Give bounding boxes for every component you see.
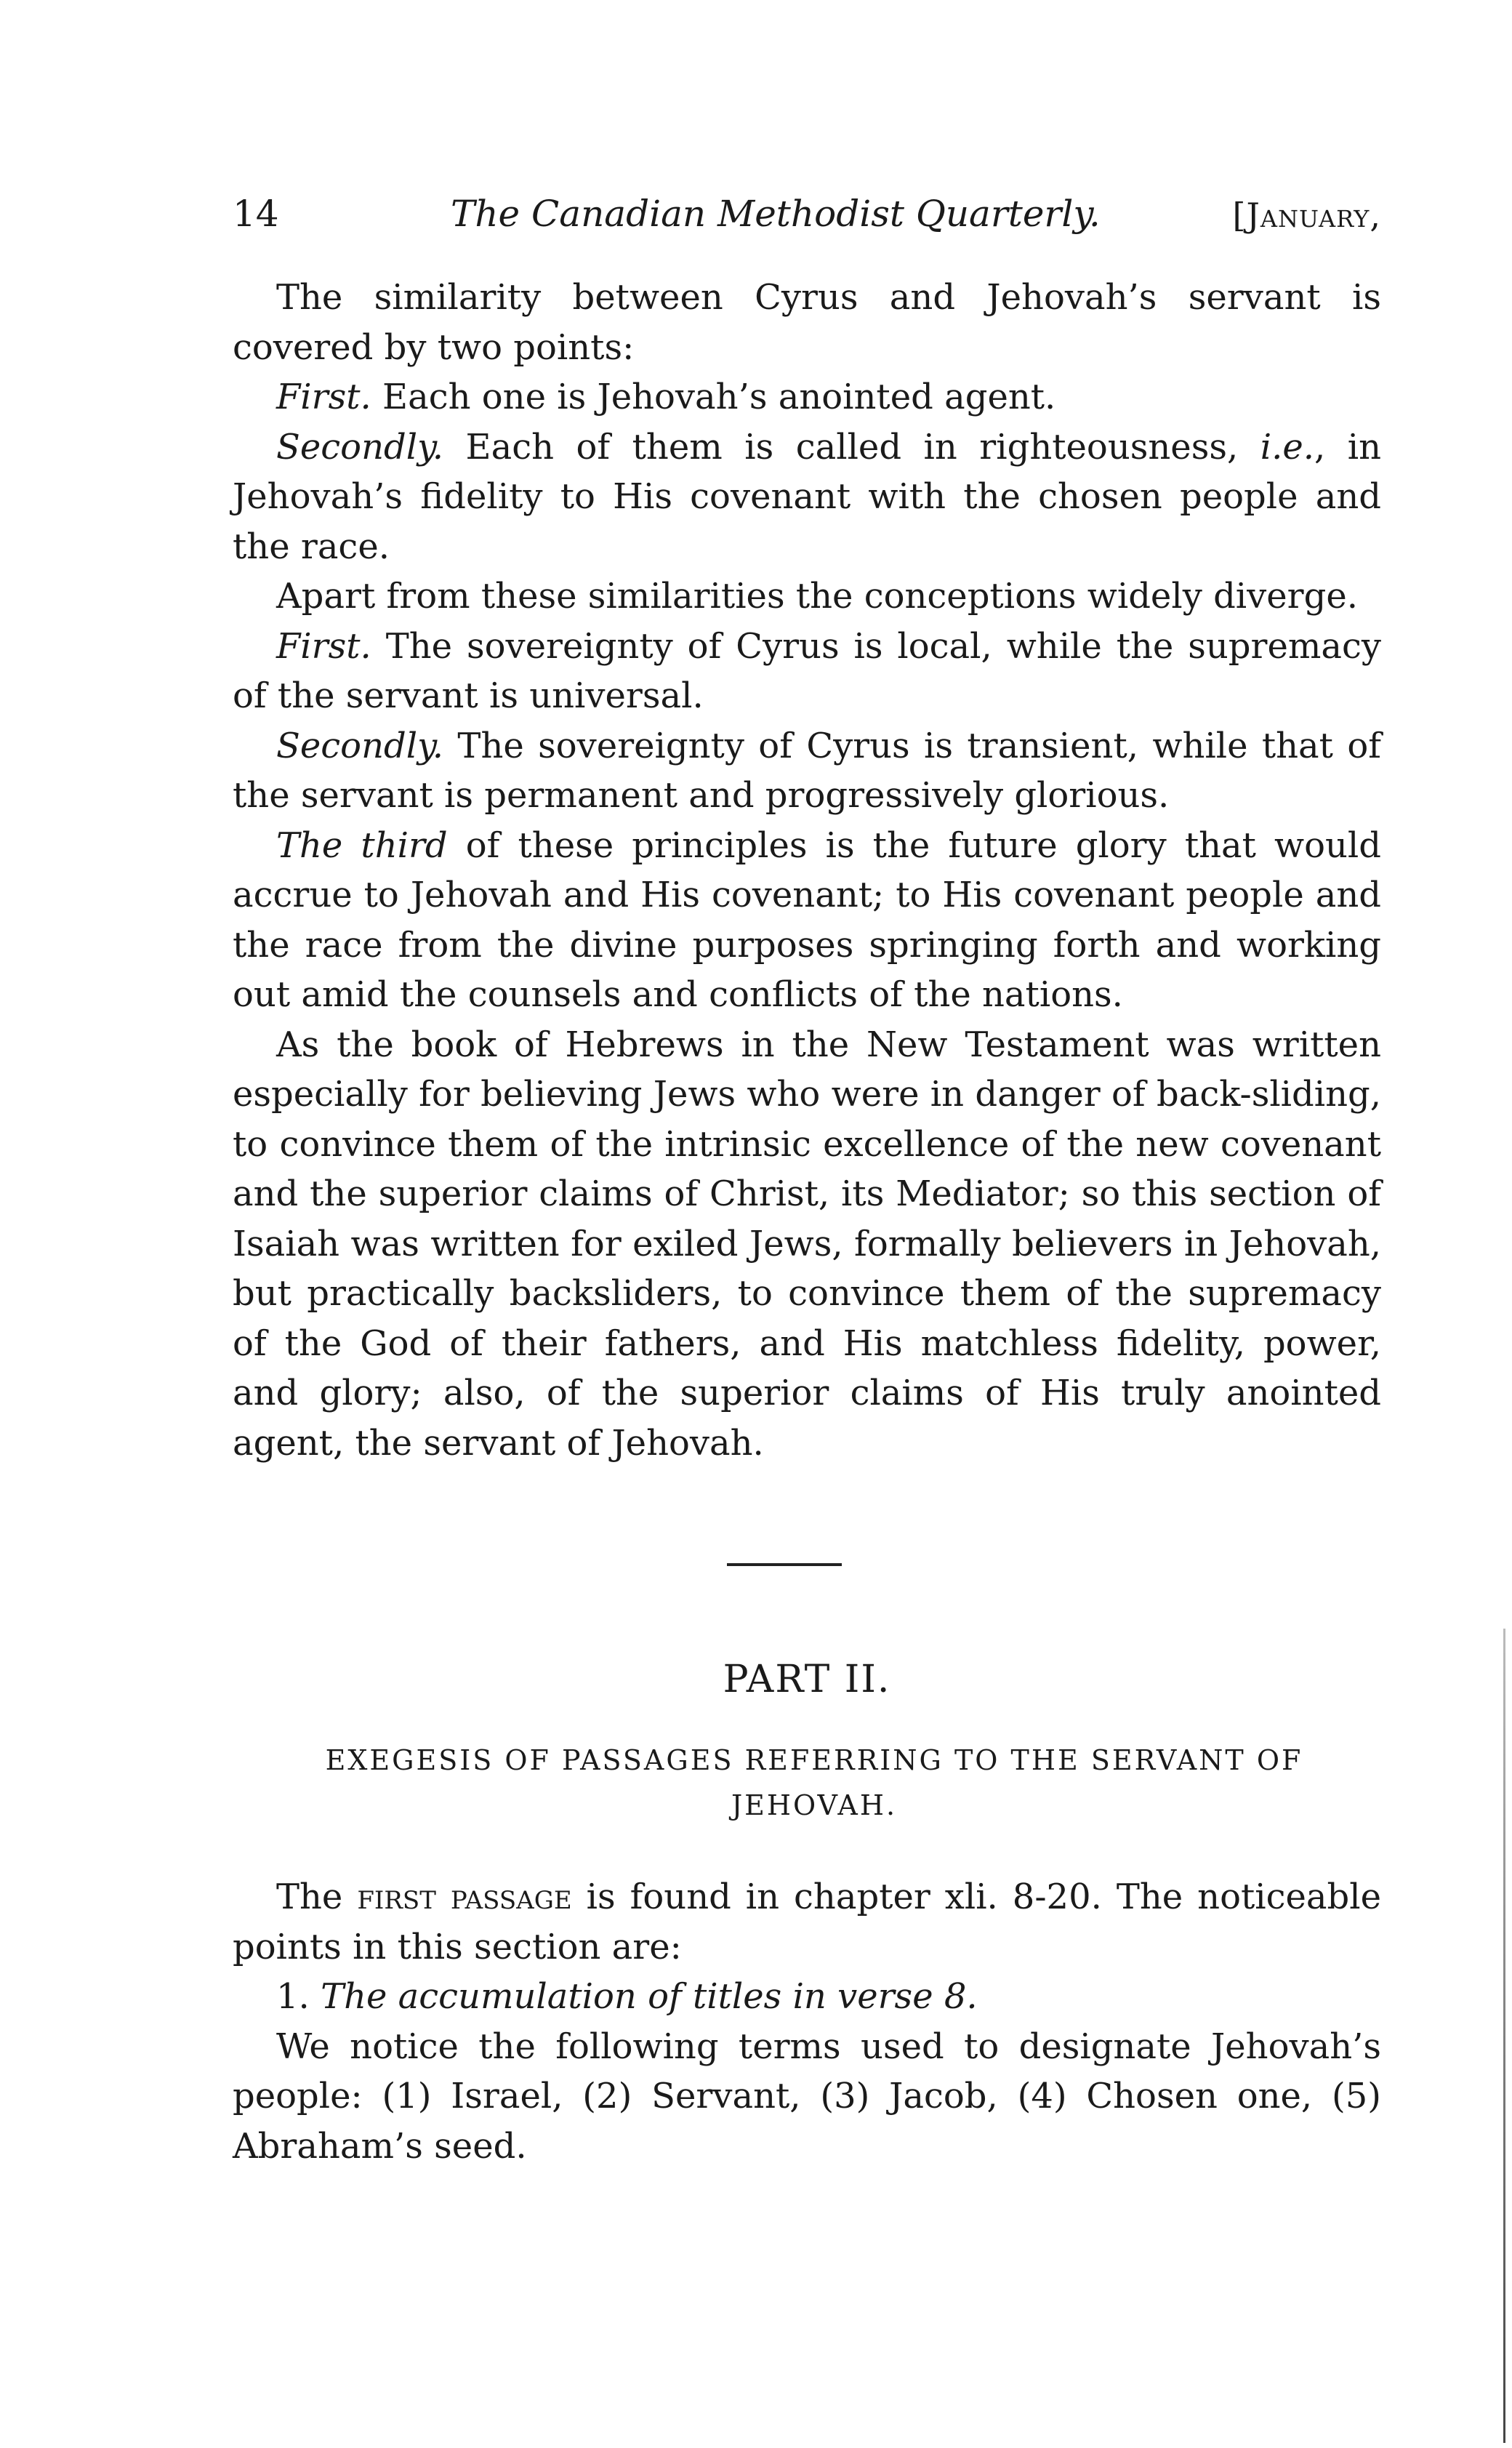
paragraph — [233, 1972, 1381, 2022]
paragraph-smallcaps: first passage — [357, 1877, 572, 1917]
paragraph — [233, 821, 1381, 1020]
body-text-part2 — [233, 1872, 1381, 2171]
paragraph-italic: The accumulation of titles in verse 8. — [321, 1976, 978, 2017]
paragraph-text: The sovereignty of Cyrus is local, while the supremacy of the servant is universal. — [233, 625, 1381, 716]
page-edge-shadow — [1503, 1629, 1505, 2443]
paragraph-lead: Secondly. — [276, 725, 444, 766]
paragraph-lead: Secondly. — [276, 426, 444, 467]
paragraph — [233, 422, 1381, 572]
paragraph-text: Each of them is called in righteousness, — [443, 426, 1260, 467]
body-text-part1 — [233, 273, 1381, 1468]
paragraph-text: The sovereignty of Cyrus is transient, while that of the servant is permanent and progressively glorious. — [233, 725, 1381, 816]
section-divider — [727, 1563, 842, 1566]
issue-month: [January, — [1232, 196, 1381, 235]
paragraph: The similarity between Cyrus and Jehovah’s servant is covered by two points: — [233, 277, 1381, 368]
paragraph-text: is found in chapter xli. 8-20. The noticeable points in this section are: — [233, 1877, 1381, 1967]
page-number: 14 — [233, 193, 279, 235]
section-subheading: EXEGESIS OF PASSAGES REFERRING TO THE SERVANT OF JEHOVAH. — [325, 1744, 1303, 1821]
paragraph-text: Each one is Jehovah’s anointed agent. — [371, 377, 1056, 417]
paragraph-lead: The third — [276, 824, 448, 866]
running-head — [233, 193, 1381, 251]
list-number: 1. — [276, 1976, 321, 2017]
paragraph: We notice the following terms used to designate Jehovah’s people: (1) Israel, (2) Servant, (3) Jacob, (4) Chosen one, (5) Abraham’s seed. — [233, 2026, 1381, 2167]
paragraph-lead: First. — [276, 377, 371, 417]
journal-title: The Canadian Methodist Quarterly. — [451, 193, 1101, 235]
paragraph: As the book of Hebrews in the New Testament was written especially for believing Jews who were in danger of back-sliding, to convince them of the intrinsic excellence of the new covenant and the superior claims of Christ, its Mediator; so this section of Isaiah was written for exiled Jews, formally believers in Jehovah, but practically backsliders, to convince them of the supremacy of the God of their fathers, and His matchless fidelity, power, and glory; also, of the superior claims of His truly anointed agent, the servant of Jehovah. — [233, 1024, 1381, 1464]
paragraph: Apart from these similarities the conceptions widely diverge. — [276, 576, 1358, 617]
paragraph-text: The — [276, 1877, 358, 1917]
paragraph-text: of these principles is the future glory that would accrue to Jehovah and His covenant; to His covenant people and the race from the divine purposes springing forth and working out amid the counsels and conflicts of the nations. — [233, 824, 1381, 1015]
paragraph-lead: First. — [276, 625, 371, 667]
part-heading: PART II. — [723, 1658, 891, 1701]
paragraph — [233, 372, 1381, 422]
paragraph — [233, 622, 1381, 721]
paragraph — [233, 721, 1381, 821]
paragraph-text: , in Jehovah’s fidelity to His covenant with the chosen people and the race. — [233, 426, 1382, 567]
paragraph-italic: i.e. — [1260, 426, 1314, 467]
paragraph — [233, 1872, 1381, 1972]
